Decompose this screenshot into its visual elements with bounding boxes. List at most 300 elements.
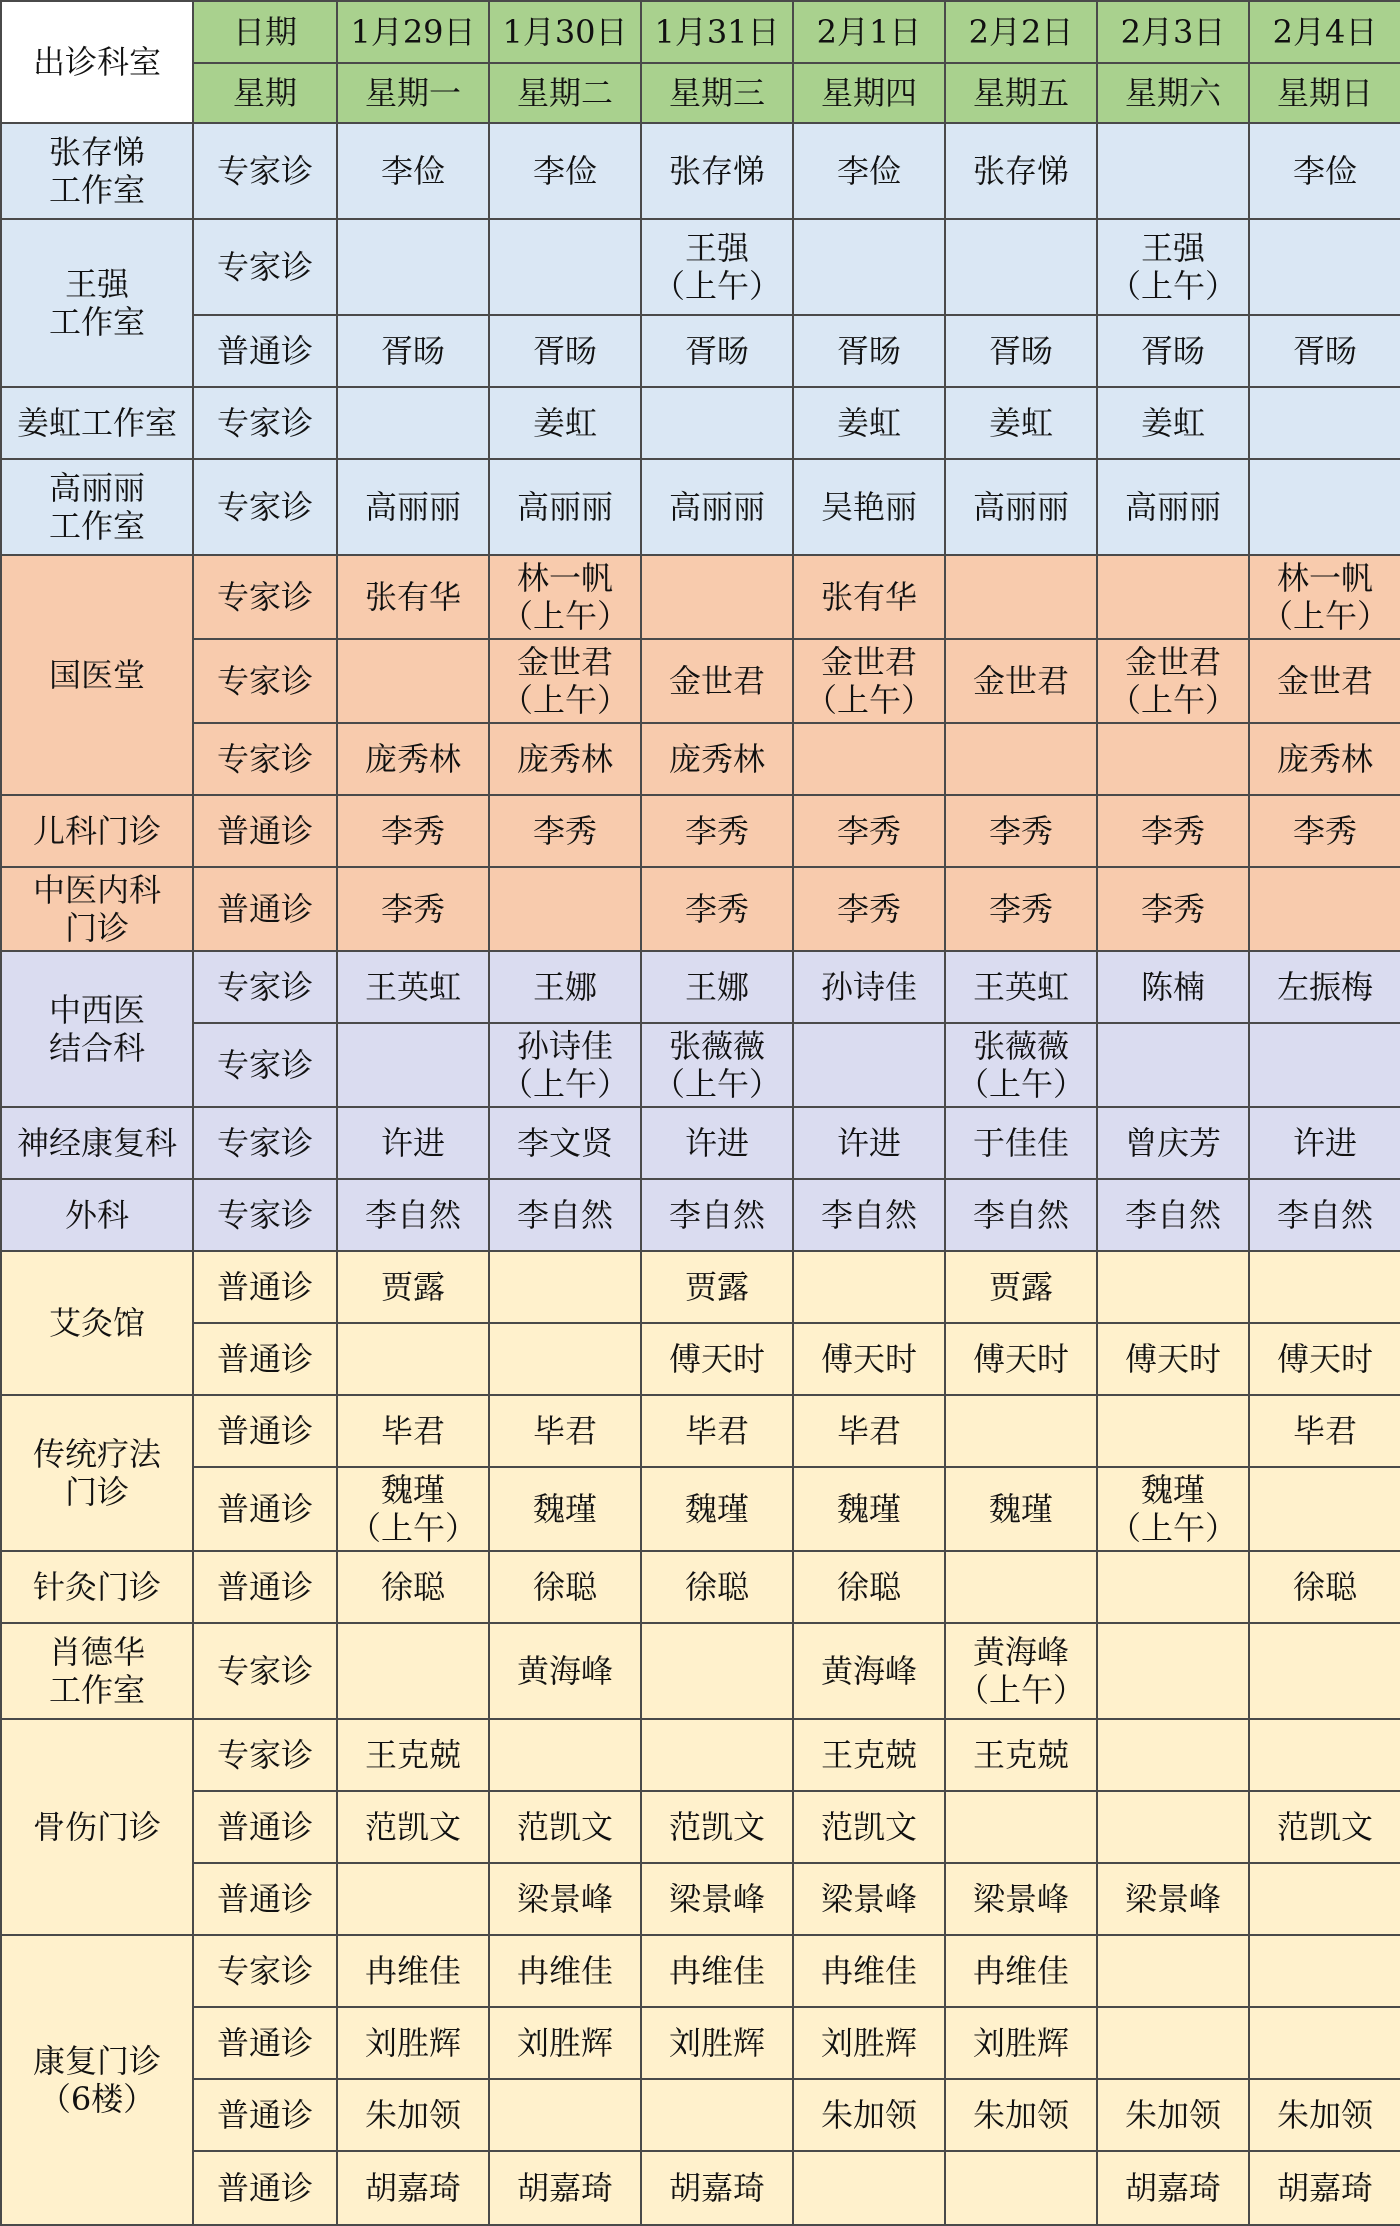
weekday-header: 星期六: [1097, 63, 1249, 123]
doctor-name: 孙诗佳: [820, 968, 917, 1006]
doctor-name: 李自然: [972, 1196, 1069, 1234]
doctor-name: 冉维佳: [516, 1952, 613, 1990]
department-name-line: （6楼）: [38, 2080, 156, 2118]
doctor-cell: [1249, 1551, 1400, 1623]
department-name-line: 张存悌: [48, 133, 145, 171]
department-name-line: 工作室: [48, 303, 145, 341]
doctor-cell: [1097, 795, 1249, 867]
clinic-type: 普通诊: [193, 1395, 337, 1467]
doctor-cell: [793, 2007, 945, 2079]
doctor-cell: [945, 723, 1097, 795]
doctor-cell: [793, 867, 945, 951]
schedule-row: [1, 1251, 1400, 1323]
doctor-name: 胥旸: [988, 332, 1053, 370]
doctor-name: 范凯文: [668, 1808, 765, 1846]
doctor-cell: [1249, 1623, 1400, 1719]
department-name-line: 针灸门诊: [32, 1568, 161, 1606]
doctor-cell: [945, 867, 1097, 951]
doctor-cell: [489, 1719, 641, 1791]
doctor-cell: [337, 795, 489, 867]
doctor-name: 吴艳丽: [820, 488, 917, 526]
doctor-cell: [945, 1023, 1097, 1107]
date-header: 2月1日: [793, 1, 945, 63]
date-header: 1月30日: [489, 1, 641, 63]
weekday-header: 星期三: [641, 63, 793, 123]
doctor-name: 朱加领: [820, 2096, 917, 2134]
doctor-name: 胥旸: [1140, 332, 1205, 370]
doctor-name: （上午）: [652, 267, 781, 305]
doctor-cell: [1097, 219, 1249, 315]
doctor-cell: [489, 315, 641, 387]
schedule-row: [1, 459, 1400, 555]
doctor-cell: [489, 867, 641, 951]
doctor-name: 王克兢: [820, 1736, 917, 1774]
schedule-row: [1, 123, 1400, 219]
doctor-name: 范凯文: [820, 1808, 917, 1846]
doctor-cell: [337, 1251, 489, 1323]
doctor-cell: [337, 951, 489, 1023]
doctor-cell: [945, 2079, 1097, 2151]
schedule-body: [1, 123, 1400, 2225]
doctor-cell: [1097, 1791, 1249, 1863]
doctor-name: 贾露: [988, 1268, 1053, 1306]
doctor-name: 曾庆芳: [1124, 1124, 1221, 1162]
doctor-name: 梁景峰: [516, 1880, 613, 1918]
doctor-name: 王娜: [684, 968, 749, 1006]
doctor-name: 贾露: [684, 1268, 749, 1306]
doctor-cell: [1097, 1323, 1249, 1395]
doctor-name: 姜虹: [988, 404, 1053, 442]
schedule-row: [1, 1863, 1400, 1935]
doctor-cell: [1097, 1623, 1249, 1719]
doctor-cell: [793, 2151, 945, 2225]
doctor-cell: [1249, 867, 1400, 951]
doctor-cell: [641, 387, 793, 459]
doctor-cell: [793, 639, 945, 723]
doctor-cell: [337, 1719, 489, 1791]
doctor-cell: [1249, 723, 1400, 795]
doctor-cell: [641, 555, 793, 639]
doctor-name: 胡嘉琦: [516, 2169, 613, 2207]
doctor-name: 张薇薇: [972, 1027, 1069, 1065]
doctor-name: 张有华: [364, 578, 461, 616]
doctor-cell: [945, 1179, 1097, 1251]
doctor-name: 王强: [1140, 229, 1205, 267]
department-name-line: 门诊: [64, 909, 129, 947]
doctor-name: 梁景峰: [668, 1880, 765, 1918]
doctor-cell: [489, 1323, 641, 1395]
doctor-cell: [793, 219, 945, 315]
doctor-cell: [1249, 2007, 1400, 2079]
doctor-name: 姜虹: [836, 404, 901, 442]
doctor-cell: [337, 1395, 489, 1467]
doctor-name: 毕君: [1292, 1412, 1357, 1450]
doctor-name: 李自然: [1276, 1196, 1373, 1234]
doctor-name: 许进: [380, 1124, 445, 1162]
doctor-name: 魏瑾: [988, 1490, 1053, 1528]
clinic-type: 专家诊: [193, 1023, 337, 1107]
clinic-type: 专家诊: [193, 1719, 337, 1791]
doctor-cell: [489, 723, 641, 795]
doctor-cell: [793, 723, 945, 795]
doctor-cell: [641, 1719, 793, 1791]
doctor-cell: [1249, 1467, 1400, 1551]
department-name-line: 肖德华: [48, 1633, 145, 1671]
department-name-line: 国医堂: [48, 656, 145, 694]
date-header: 2月4日: [1249, 1, 1400, 63]
doctor-name: 刘胜辉: [820, 2024, 917, 2062]
doctor-cell: [1097, 387, 1249, 459]
doctor-cell: [489, 555, 641, 639]
schedule-row: [1, 2007, 1400, 2079]
doctor-cell: [945, 2007, 1097, 2079]
doctor-cell: [641, 1467, 793, 1551]
doctor-cell: [1097, 2079, 1249, 2151]
doctor-name: 李秀: [836, 812, 901, 850]
doctor-cell: [1097, 123, 1249, 219]
doctor-cell: [641, 1023, 793, 1107]
doctor-cell: [1097, 315, 1249, 387]
clinic-type: 专家诊: [193, 639, 337, 723]
doctor-name: 金世君: [820, 643, 917, 681]
doctor-name: 高丽丽: [1124, 488, 1221, 526]
clinic-type: 普通诊: [193, 1863, 337, 1935]
doctor-name: （上午）: [956, 1065, 1085, 1103]
doctor-name: 李自然: [364, 1196, 461, 1234]
department-name-line: 儿科门诊: [32, 812, 161, 850]
doctor-cell: [337, 1863, 489, 1935]
doctor-cell: [793, 123, 945, 219]
doctor-cell: [1097, 1863, 1249, 1935]
doctor-name: 冉维佳: [364, 1952, 461, 1990]
doctor-name: 冉维佳: [820, 1952, 917, 1990]
doctor-name: （上午）: [652, 1065, 781, 1103]
doctor-cell: [489, 1251, 641, 1323]
weekday-header: 星期四: [793, 63, 945, 123]
doctor-name: 朱加领: [364, 2096, 461, 2134]
clinic-type: 普通诊: [193, 2007, 337, 2079]
doctor-cell: [945, 795, 1097, 867]
weekday-header: 星期二: [489, 63, 641, 123]
doctor-name: 魏瑾: [532, 1490, 597, 1528]
doctor-cell: [641, 1179, 793, 1251]
doctor-cell: [1249, 2151, 1400, 2225]
doctor-name: 贾露: [380, 1268, 445, 1306]
doctor-name: 毕君: [532, 1412, 597, 1450]
doctor-name: 徐聪: [1292, 1568, 1357, 1606]
doctor-cell: [1097, 639, 1249, 723]
corner-header: 出诊科室: [1, 1, 193, 123]
doctor-name: （上午）: [1108, 267, 1237, 305]
doctor-cell: [945, 315, 1097, 387]
doctor-cell: [1249, 555, 1400, 639]
doctor-name: 朱加领: [1124, 2096, 1221, 2134]
doctor-name: 王英虹: [364, 968, 461, 1006]
doctor-cell: [945, 639, 1097, 723]
doctor-cell: [793, 1719, 945, 1791]
doctor-name: 魏瑾: [380, 1471, 445, 1509]
schedule-row: [1, 219, 1400, 315]
doctor-cell: [641, 1551, 793, 1623]
doctor-cell: [945, 951, 1097, 1023]
clinic-type: 专家诊: [193, 1179, 337, 1251]
doctor-cell: [1097, 555, 1249, 639]
doctor-name: 毕君: [380, 1412, 445, 1450]
department-name-line: 姜虹工作室: [16, 404, 177, 442]
schedule-row: [1, 1023, 1400, 1107]
doctor-cell: [489, 1107, 641, 1179]
doctor-name: 范凯文: [1276, 1808, 1373, 1846]
doctor-name: 张薇薇: [668, 1027, 765, 1065]
doctor-name: 王克兢: [364, 1736, 461, 1774]
doctor-name: 黄海峰: [972, 1633, 1069, 1671]
doctor-cell: [641, 1251, 793, 1323]
clinic-type: 普通诊: [193, 2151, 337, 2225]
schedule-row: [1, 1791, 1400, 1863]
department-name-line: 门诊: [64, 1473, 129, 1511]
doctor-cell: [641, 2007, 793, 2079]
doctor-name: 冉维佳: [668, 1952, 765, 1990]
doctor-name: 金世君: [516, 643, 613, 681]
doctor-cell: [489, 1623, 641, 1719]
doctor-cell: [641, 1623, 793, 1719]
clinic-type: 普通诊: [193, 867, 337, 951]
doctor-name: 傅天时: [668, 1340, 765, 1378]
doctor-name: 傅天时: [1124, 1340, 1221, 1378]
doctor-name: 刘胜辉: [972, 2024, 1069, 2062]
doctor-cell: [337, 1179, 489, 1251]
clinic-type: 专家诊: [193, 723, 337, 795]
doctor-cell: [337, 387, 489, 459]
doctor-cell: [1097, 951, 1249, 1023]
doctor-cell: [489, 2079, 641, 2151]
doctor-name: 李秀: [1292, 812, 1357, 850]
schedule-row: [1, 1623, 1400, 1719]
schedule-row: [1, 2151, 1400, 2225]
department-name: [1, 1719, 193, 1935]
doctor-cell: [1097, 1395, 1249, 1467]
department-name: [1, 123, 193, 219]
schedule-row: [1, 555, 1400, 639]
doctor-cell: [489, 1179, 641, 1251]
date-header: 1月29日: [337, 1, 489, 63]
doctor-name: 孙诗佳: [516, 1027, 613, 1065]
doctor-cell: [1097, 1467, 1249, 1551]
doctor-name: （上午）: [348, 1509, 477, 1547]
doctor-cell: [489, 1023, 641, 1107]
doctor-name: 胥旸: [1292, 332, 1357, 370]
doctor-cell: [1097, 1719, 1249, 1791]
doctor-cell: [489, 2151, 641, 2225]
doctor-cell: [793, 459, 945, 555]
doctor-name: 刘胜辉: [364, 2024, 461, 2062]
doctor-cell: [945, 1551, 1097, 1623]
doctor-name: （上午）: [804, 681, 933, 719]
department-name: [1, 1935, 193, 2225]
doctor-cell: [489, 1935, 641, 2007]
date-header: 2月3日: [1097, 1, 1249, 63]
department-name: [1, 951, 193, 1107]
doctor-cell: [641, 1395, 793, 1467]
schedule-row: [1, 723, 1400, 795]
doctor-name: 金世君: [1124, 643, 1221, 681]
department-name-line: 高丽丽: [48, 469, 145, 507]
schedule-row: [1, 1551, 1400, 1623]
doctor-name: 金世君: [668, 662, 765, 700]
doctor-cell: [1249, 1179, 1400, 1251]
doctor-name: 李秀: [684, 890, 749, 928]
doctor-cell: [793, 555, 945, 639]
doctor-cell: [337, 2007, 489, 2079]
doctor-name: 左振梅: [1276, 968, 1373, 1006]
schedule-row: [1, 951, 1400, 1023]
clinic-type: 专家诊: [193, 459, 337, 555]
weekday-header: 星期日: [1249, 63, 1400, 123]
schedule-row: [1, 795, 1400, 867]
weekday-row-label: 星期: [193, 63, 337, 123]
doctor-name: 李秀: [380, 812, 445, 850]
clinic-type: 专家诊: [193, 387, 337, 459]
doctor-cell: [1097, 2007, 1249, 2079]
doctor-cell: [641, 1935, 793, 2007]
date-header: 2月2日: [945, 1, 1097, 63]
doctor-cell: [641, 639, 793, 723]
schedule-row: [1, 387, 1400, 459]
doctor-name: 梁景峰: [1124, 1880, 1221, 1918]
department-name: [1, 555, 193, 795]
doctor-name: 王克兢: [972, 1736, 1069, 1774]
weekday-header: 星期五: [945, 63, 1097, 123]
clinic-type: 普通诊: [193, 1251, 337, 1323]
doctor-name: 魏瑾: [1140, 1471, 1205, 1509]
doctor-name: 徐聪: [836, 1568, 901, 1606]
clinic-type: 专家诊: [193, 1935, 337, 2007]
doctor-cell: [337, 1107, 489, 1179]
doctor-cell: [337, 1623, 489, 1719]
clinic-type: 普通诊: [193, 2079, 337, 2151]
doctor-name: 高丽丽: [972, 488, 1069, 526]
doctor-name: 高丽丽: [668, 488, 765, 526]
department-name-line: 骨伤门诊: [32, 1808, 161, 1846]
doctor-name: 许进: [1292, 1124, 1357, 1162]
doctor-name: （上午）: [1108, 681, 1237, 719]
doctor-name: 冉维佳: [972, 1952, 1069, 1990]
doctor-name: 王英虹: [972, 968, 1069, 1006]
doctor-name: 胥旸: [684, 332, 749, 370]
doctor-cell: [337, 555, 489, 639]
doctor-cell: [793, 1551, 945, 1623]
doctor-cell: [489, 1395, 641, 1467]
doctor-cell: [1097, 867, 1249, 951]
doctor-name: 高丽丽: [516, 488, 613, 526]
weekday-header: 星期一: [337, 63, 489, 123]
department-name-line: 中医内科: [32, 871, 161, 909]
clinic-type: 普通诊: [193, 315, 337, 387]
doctor-cell: [337, 1935, 489, 2007]
doctor-name: 魏瑾: [684, 1490, 749, 1528]
doctor-name: （上午）: [500, 597, 629, 635]
doctor-cell: [793, 387, 945, 459]
doctor-cell: [1249, 1863, 1400, 1935]
doctor-name: 李秀: [1140, 890, 1205, 928]
date-row-label: 日期: [193, 1, 337, 63]
doctor-name: 李俭: [836, 152, 901, 190]
department-name-line: 王强: [64, 265, 129, 303]
doctor-name: 胥旸: [532, 332, 597, 370]
doctor-name: 徐聪: [532, 1568, 597, 1606]
doctor-name: 林一帆: [516, 559, 613, 597]
doctor-name: 胡嘉琦: [1276, 2169, 1373, 2207]
doctor-cell: [793, 1791, 945, 1863]
department-name: [1, 1395, 193, 1551]
doctor-cell: [1097, 459, 1249, 555]
doctor-cell: [945, 123, 1097, 219]
department-name: [1, 1107, 193, 1179]
doctor-cell: [1097, 1107, 1249, 1179]
doctor-cell: [337, 123, 489, 219]
doctor-name: 李秀: [532, 812, 597, 850]
doctor-cell: [1249, 951, 1400, 1023]
doctor-cell: [1249, 1395, 1400, 1467]
doctor-name: 姜虹: [532, 404, 597, 442]
doctor-cell: [793, 1863, 945, 1935]
doctor-cell: [1097, 1551, 1249, 1623]
doctor-cell: [945, 1107, 1097, 1179]
doctor-name: 胥旸: [836, 332, 901, 370]
department-name: [1, 459, 193, 555]
doctor-cell: [793, 951, 945, 1023]
schedule-row: [1, 1935, 1400, 2007]
department-name-line: 神经康复科: [16, 1124, 177, 1162]
doctor-name: 张存悌: [668, 152, 765, 190]
doctor-cell: [1097, 1023, 1249, 1107]
doctor-cell: [1249, 1323, 1400, 1395]
doctor-name: （上午）: [1260, 597, 1389, 635]
clinic-type: 专家诊: [193, 219, 337, 315]
doctor-name: 李自然: [1124, 1196, 1221, 1234]
doctor-name: 张有华: [820, 578, 917, 616]
doctor-name: 胡嘉琦: [668, 2169, 765, 2207]
doctor-name: 许进: [836, 1124, 901, 1162]
doctor-cell: [945, 1467, 1097, 1551]
doctor-name: 庞秀林: [364, 740, 461, 778]
doctor-cell: [1249, 1107, 1400, 1179]
doctor-cell: [945, 387, 1097, 459]
doctor-cell: [489, 795, 641, 867]
doctor-cell: [945, 219, 1097, 315]
department-name-line: 工作室: [48, 507, 145, 545]
department-name-line: 艾灸馆: [48, 1304, 145, 1342]
doctor-cell: [945, 555, 1097, 639]
department-name: [1, 387, 193, 459]
doctor-cell: [337, 2151, 489, 2225]
schedule-row: [1, 1107, 1400, 1179]
doctor-cell: [945, 1863, 1097, 1935]
department-name: [1, 1551, 193, 1623]
doctor-name: 李秀: [380, 890, 445, 928]
doctor-name: 梁景峰: [820, 1880, 917, 1918]
doctor-cell: [1249, 1251, 1400, 1323]
department-name-line: 中西医: [48, 991, 145, 1029]
schedule-row: [1, 867, 1400, 951]
doctor-cell: [945, 459, 1097, 555]
doctor-name: 李自然: [668, 1196, 765, 1234]
doctor-cell: [793, 1467, 945, 1551]
doctor-cell: [489, 459, 641, 555]
doctor-cell: [1249, 2079, 1400, 2151]
department-name: [1, 1623, 193, 1719]
doctor-name: 张存悌: [972, 152, 1069, 190]
